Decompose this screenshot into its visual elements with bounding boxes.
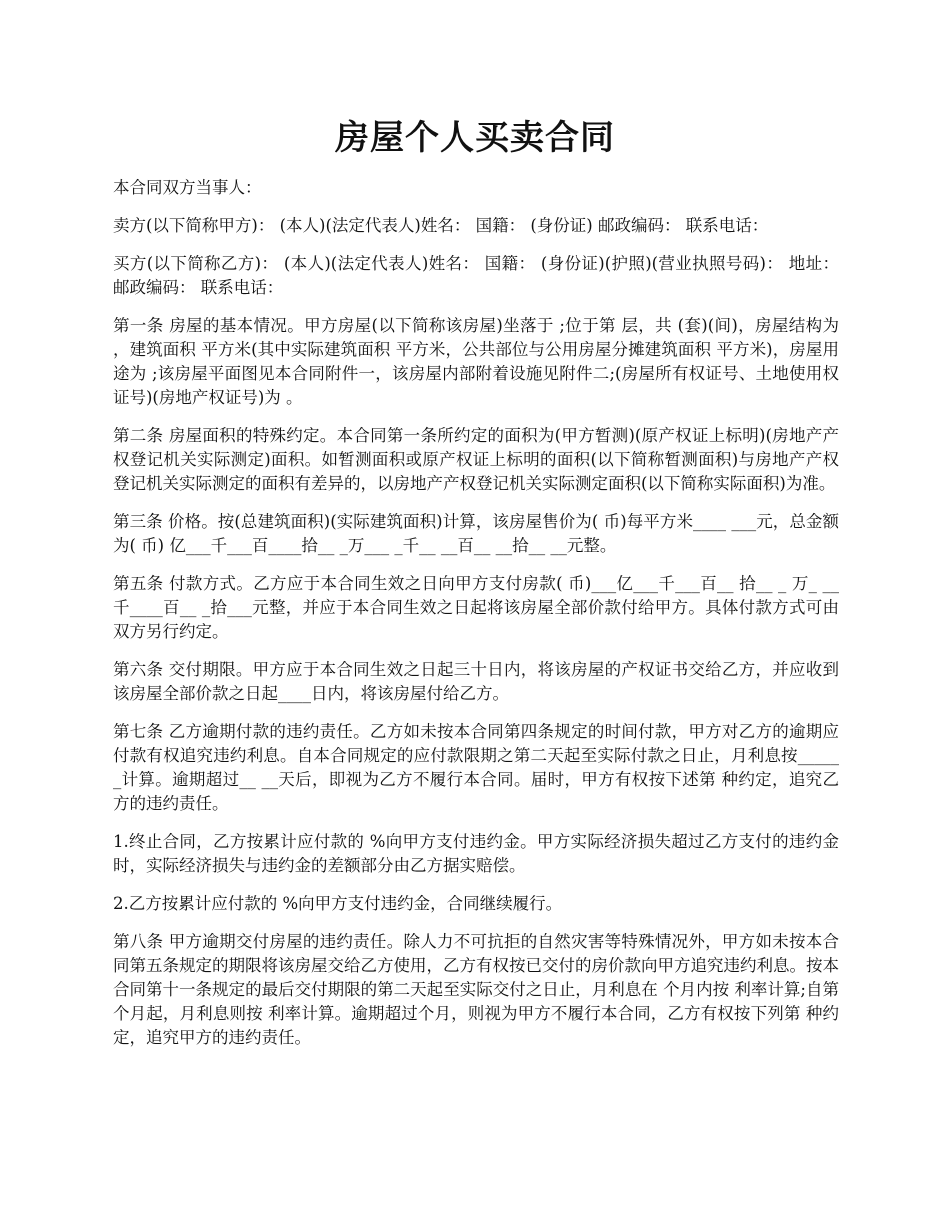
article-5: 第五条 付款方式。乙方应于本合同生效之日向甲方支付房款( 币)___亿___千___百__ 拾__ _ 万_ __千____百__ _拾___元整，并应于本合同生效之日起将该房屋全部价款付给甲方。具体付款方式可由双方另行约定。 <box>113 574 839 641</box>
buyer-info: 买方(以下简称乙方)： (本人)(法定代表人)姓名： 国籍： (身份证)(护照)(营业执照号码)： 地址： 邮政编码： 联系电话： <box>113 254 839 297</box>
document-body <box>113 176 839 1064</box>
article-7-option-2: 2.乙方按累计应付款的 %向甲方支付违约金，合同继续履行。 <box>113 894 563 913</box>
seller-info: 卖方(以下简称甲方)： (本人)(法定代表人)姓名： 国籍： (身份证) 邮政编码： 联系电话： <box>113 216 769 235</box>
article-3: 第三条 价格。按(总建筑面积)(实际建筑面积)计算，该房屋售价为( 币)每平方米____ ___元，总金额为( 币) 亿___千___百____拾__ _万___ _千__ __百__ __拾__ __元整。 <box>113 512 839 555</box>
document-title: 房屋个人买卖合同 <box>335 118 615 158</box>
article-8: 第八条 甲方逾期交付房屋的违约责任。除人力不可抗拒的自然灾害等特殊情况外，甲方如未按本合同第五条规定的期限将该房屋交给乙方使用，乙方有权按已交付的房价款向甲方追究违约利息。按本合同第十一条规定的最后交付期限的第二天起至实际交付之日止，月利息在 个月内按 利率计算;自第 个月起，月利息则按 利率计算。逾期超过个月，则视为甲方不履行本合同，乙方有权按下列第 种约定，追究甲方的违约责任。 <box>113 932 839 1047</box>
article-1: 第一条 房屋的基本情况。甲方房屋(以下简称该房屋)坐落于 ;位于第 层，共 (套)(间)，房屋结构为 ，建筑面积 平方米(其中实际建筑面积 平方米，公共部位与公用房屋分摊建筑面积 平方米)，房屋用途为 ;该房屋平面图见本合同附件一，该房屋内部附着设施见附件二;(房屋所有权证号、土地使用权证号)(房地产权证号)为 。 <box>113 316 839 407</box>
parties-intro: 本合同双方当事人： <box>113 178 262 197</box>
article-7-option-1: 1.终止合同，乙方按累计应付款的 %向甲方支付违约金。甲方实际经济损失超过乙方支付的违约金时，实际经济损失与违约金的差额部分由乙方据实赔偿。 <box>113 832 839 875</box>
article-6: 第六条 交付期限。甲方应于本合同生效之日起三十日内，将该房屋的产权证书交给乙方，并应收到该房屋全部价款之日起____日内，将该房屋付给乙方。 <box>113 660 839 703</box>
article-2: 第二条 房屋面积的特殊约定。本合同第一条所约定的面积为(甲方暂测)(原产权证上标明)(房地产产权登记机关实际测定)面积。如暂测面积或原产权证上标明的面积(以下简称暂测面积)与房地产产权登记机关实际测定的面积有差异的，以房地产产权登记机关实际测定面积(以下简称实际面积)为准。 <box>113 426 839 493</box>
article-7: 第七条 乙方逾期付款的违约责任。乙方如未按本合同第四条规定的时间付款，甲方对乙方的逾期应付款有权追究违约利息。自本合同规定的应付款限期之第二天起至实际付款之日止，月利息按_____ _计算。逾期超过__ __天后，即视为乙方不履行本合同。届时，甲方有权按下述第 种约定，追究乙方的违约责任。 <box>113 722 839 813</box>
